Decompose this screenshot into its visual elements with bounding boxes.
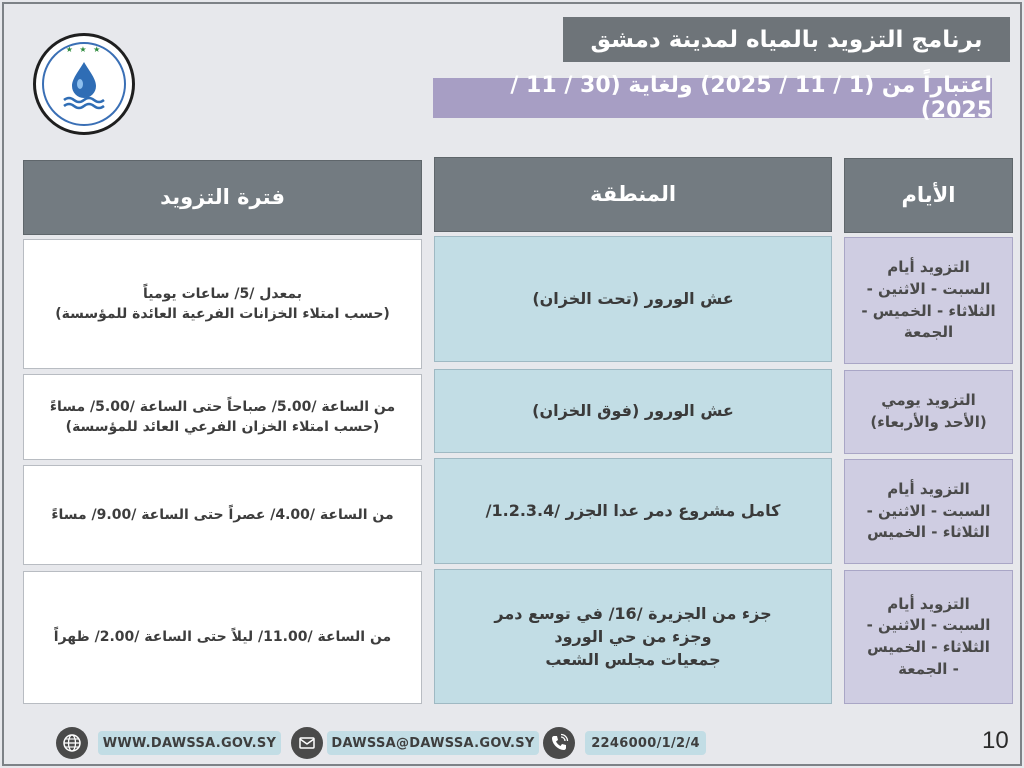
row-2-period: من الساعة /5.00/ صباحاً حتى الساعة /5.00/ مساءً (حسب امتلاء الخزان الفرعي العائد للمؤسسة) [23, 374, 422, 460]
phone-icon [543, 727, 575, 759]
row-2-days: التزويد يومي (الأحد والأربعاء) [844, 370, 1013, 454]
logo-stars: ★ ★ ★ [65, 45, 103, 54]
phone-number[interactable]: 2246000/1/2/4 [585, 731, 706, 755]
globe-icon [56, 727, 88, 759]
mail-icon [291, 727, 323, 759]
website-link[interactable]: WWW.DAWSSA.GOV.SY [98, 731, 281, 755]
row-3-region: كامل مشروع دمر عدا الجزر /1.2.3.4/ [434, 458, 832, 564]
row-4-period: من الساعة /11.00/ ليلاً حتى الساعة /2.00/ ظهراً [23, 571, 422, 704]
page-number: 10 [982, 727, 1009, 754]
row-4-days: التزويد أيام السبت - الاثنين - الثلاثاء - الخميس - الجمعة [844, 570, 1013, 704]
date-range-banner: اعتباراً من (1 / 11 / 2025) ولغاية (30 / 11 / 2025) [433, 78, 992, 118]
row-1-days: التزويد أيام السبت - الاثنين - الثلاثاء - الخميس - الجمعة [844, 237, 1013, 364]
water-drop-icon [56, 56, 112, 112]
header-days: الأيام [844, 158, 1013, 233]
email-link[interactable]: DAWSSA@DAWSSA.GOV.SY [327, 731, 539, 755]
water-authority-logo [33, 33, 135, 135]
header-supply-period: فترة التزويد [23, 160, 422, 235]
row-1-period: بمعدل /5/ ساعات يومياً (حسب امتلاء الخزانات الفرعية العائدة للمؤسسة) [23, 239, 422, 369]
row-3-period: من الساعة /4.00/ عصراً حتى الساعة /9.00/ مساءً [23, 465, 422, 565]
row-1-region: عش الورور (تحت الخزان) [434, 236, 832, 362]
row-3-days: التزويد أيام السبت - الاثنين - الثلاثاء - الخميس [844, 459, 1013, 564]
page-title: برنامج التزويد بالمياه لمدينة دمشق [563, 17, 1010, 62]
header-region: المنطقة [434, 157, 832, 232]
row-4-region: جزء من الجزيرة /16/ في توسع دمر وجزء من حي الورود جمعيات مجلس الشعب [434, 569, 832, 704]
row-2-region: عش الورور (فوق الخزان) [434, 369, 832, 453]
logo-ring [42, 42, 126, 126]
